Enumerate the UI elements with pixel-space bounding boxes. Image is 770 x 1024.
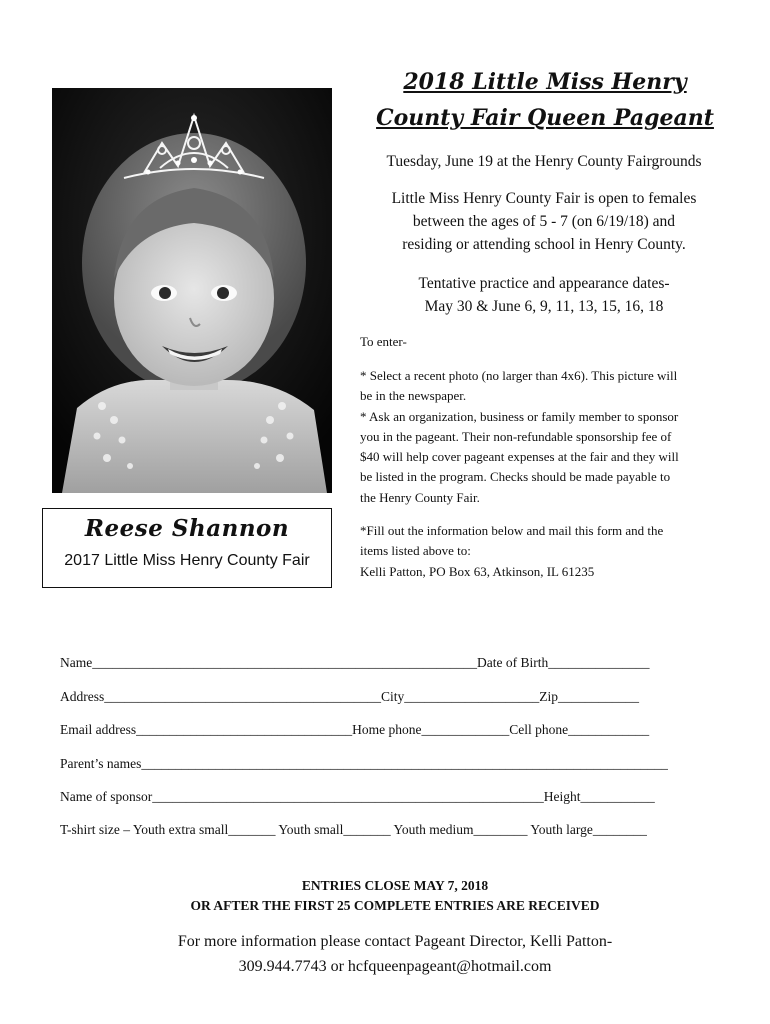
mail-address: Kelli Patton, PO Box 63, Atkinson, IL 61235 [360, 563, 595, 579]
instructions-list [360, 366, 730, 508]
winner-name: Reese Shannon [84, 515, 290, 542]
name-dob-field[interactable]: Name_________________________________________________________Date of Birth_______________ [60, 655, 650, 670]
mail-line: items listed above to: [360, 543, 471, 559]
winner-title: 2017 Little Miss Henry County Fair [64, 552, 310, 569]
tshirt-size-field[interactable]: T-shirt size – Youth extra small_______ Youth small_______ Youth medium________ Youth large________ [60, 822, 647, 837]
event-date: Tuesday, June 19 at the Henry County Fairgrounds [386, 153, 702, 170]
instruction-line: be listed in the program. Checks should be made payable to [360, 469, 671, 485]
photo-caption-box [42, 508, 332, 588]
practice-line: May 30 & June 6, 9, 11, 13, 15, 16, 18 [424, 298, 664, 315]
eligibility-line: between the ages of 5 - 7 (on 6/19/18) and [412, 213, 676, 230]
instruction-line: * Ask an organization, business or family member to sponsor [360, 408, 679, 424]
mail-instructions [360, 521, 730, 582]
contact-info: For more information please contact Pageant Director, Kelli Patton- [177, 933, 613, 950]
title-line-1: 2018 Little Miss Henry [403, 69, 687, 95]
instructions-heading: To enter- [360, 334, 407, 349]
practice-dates [358, 272, 730, 318]
instruction-line: * Select a recent photo (no larger than 4x6). This picture will [360, 368, 678, 383]
entries-deadline: ENTRIES CLOSE MAY 7, 2018 [301, 878, 489, 893]
portrait-illustration [52, 88, 332, 493]
eligibility-paragraph [358, 187, 730, 256]
eligibility-line: Little Miss Henry County Fair is open to females [391, 190, 697, 207]
instruction-line: be in the newspaper. [360, 388, 467, 404]
mail-line: *Fill out the information below and mail this form and the [360, 523, 664, 538]
page-title [360, 64, 730, 136]
entries-limit: OR AFTER THE FIRST 25 COMPLETE ENTRIES ARE RECEIVED [190, 898, 600, 913]
contestant-photo [52, 88, 332, 493]
contact-phone-field[interactable]: Email address________________________________Home phone_____________Cell phone____________ [60, 722, 650, 737]
contact-details: 309.944.7743 or hcfqueenpageant@hotmail.com [238, 958, 552, 975]
instruction-line: you in the pageant. Their non-refundable sponsorship fee of [360, 428, 672, 444]
instruction-line: $40 will help cover pageant expenses at the fair and they will [360, 449, 679, 465]
eligibility-line: residing or attending school in Henry County. [402, 236, 686, 253]
address-field[interactable]: Address_________________________________________City____________________Zip____________ [60, 689, 639, 704]
practice-line: Tentative practice and appearance dates- [418, 275, 670, 292]
parents-names-field[interactable]: Parent’s names______________________________________________________________________________ [60, 756, 668, 771]
title-line-2: County Fair Queen Pageant [376, 105, 714, 131]
instruction-line: the Henry County Fair. [360, 489, 480, 505]
sponsor-height-field[interactable]: Name of sponsor__________________________________________________________Height___________ [60, 789, 655, 804]
